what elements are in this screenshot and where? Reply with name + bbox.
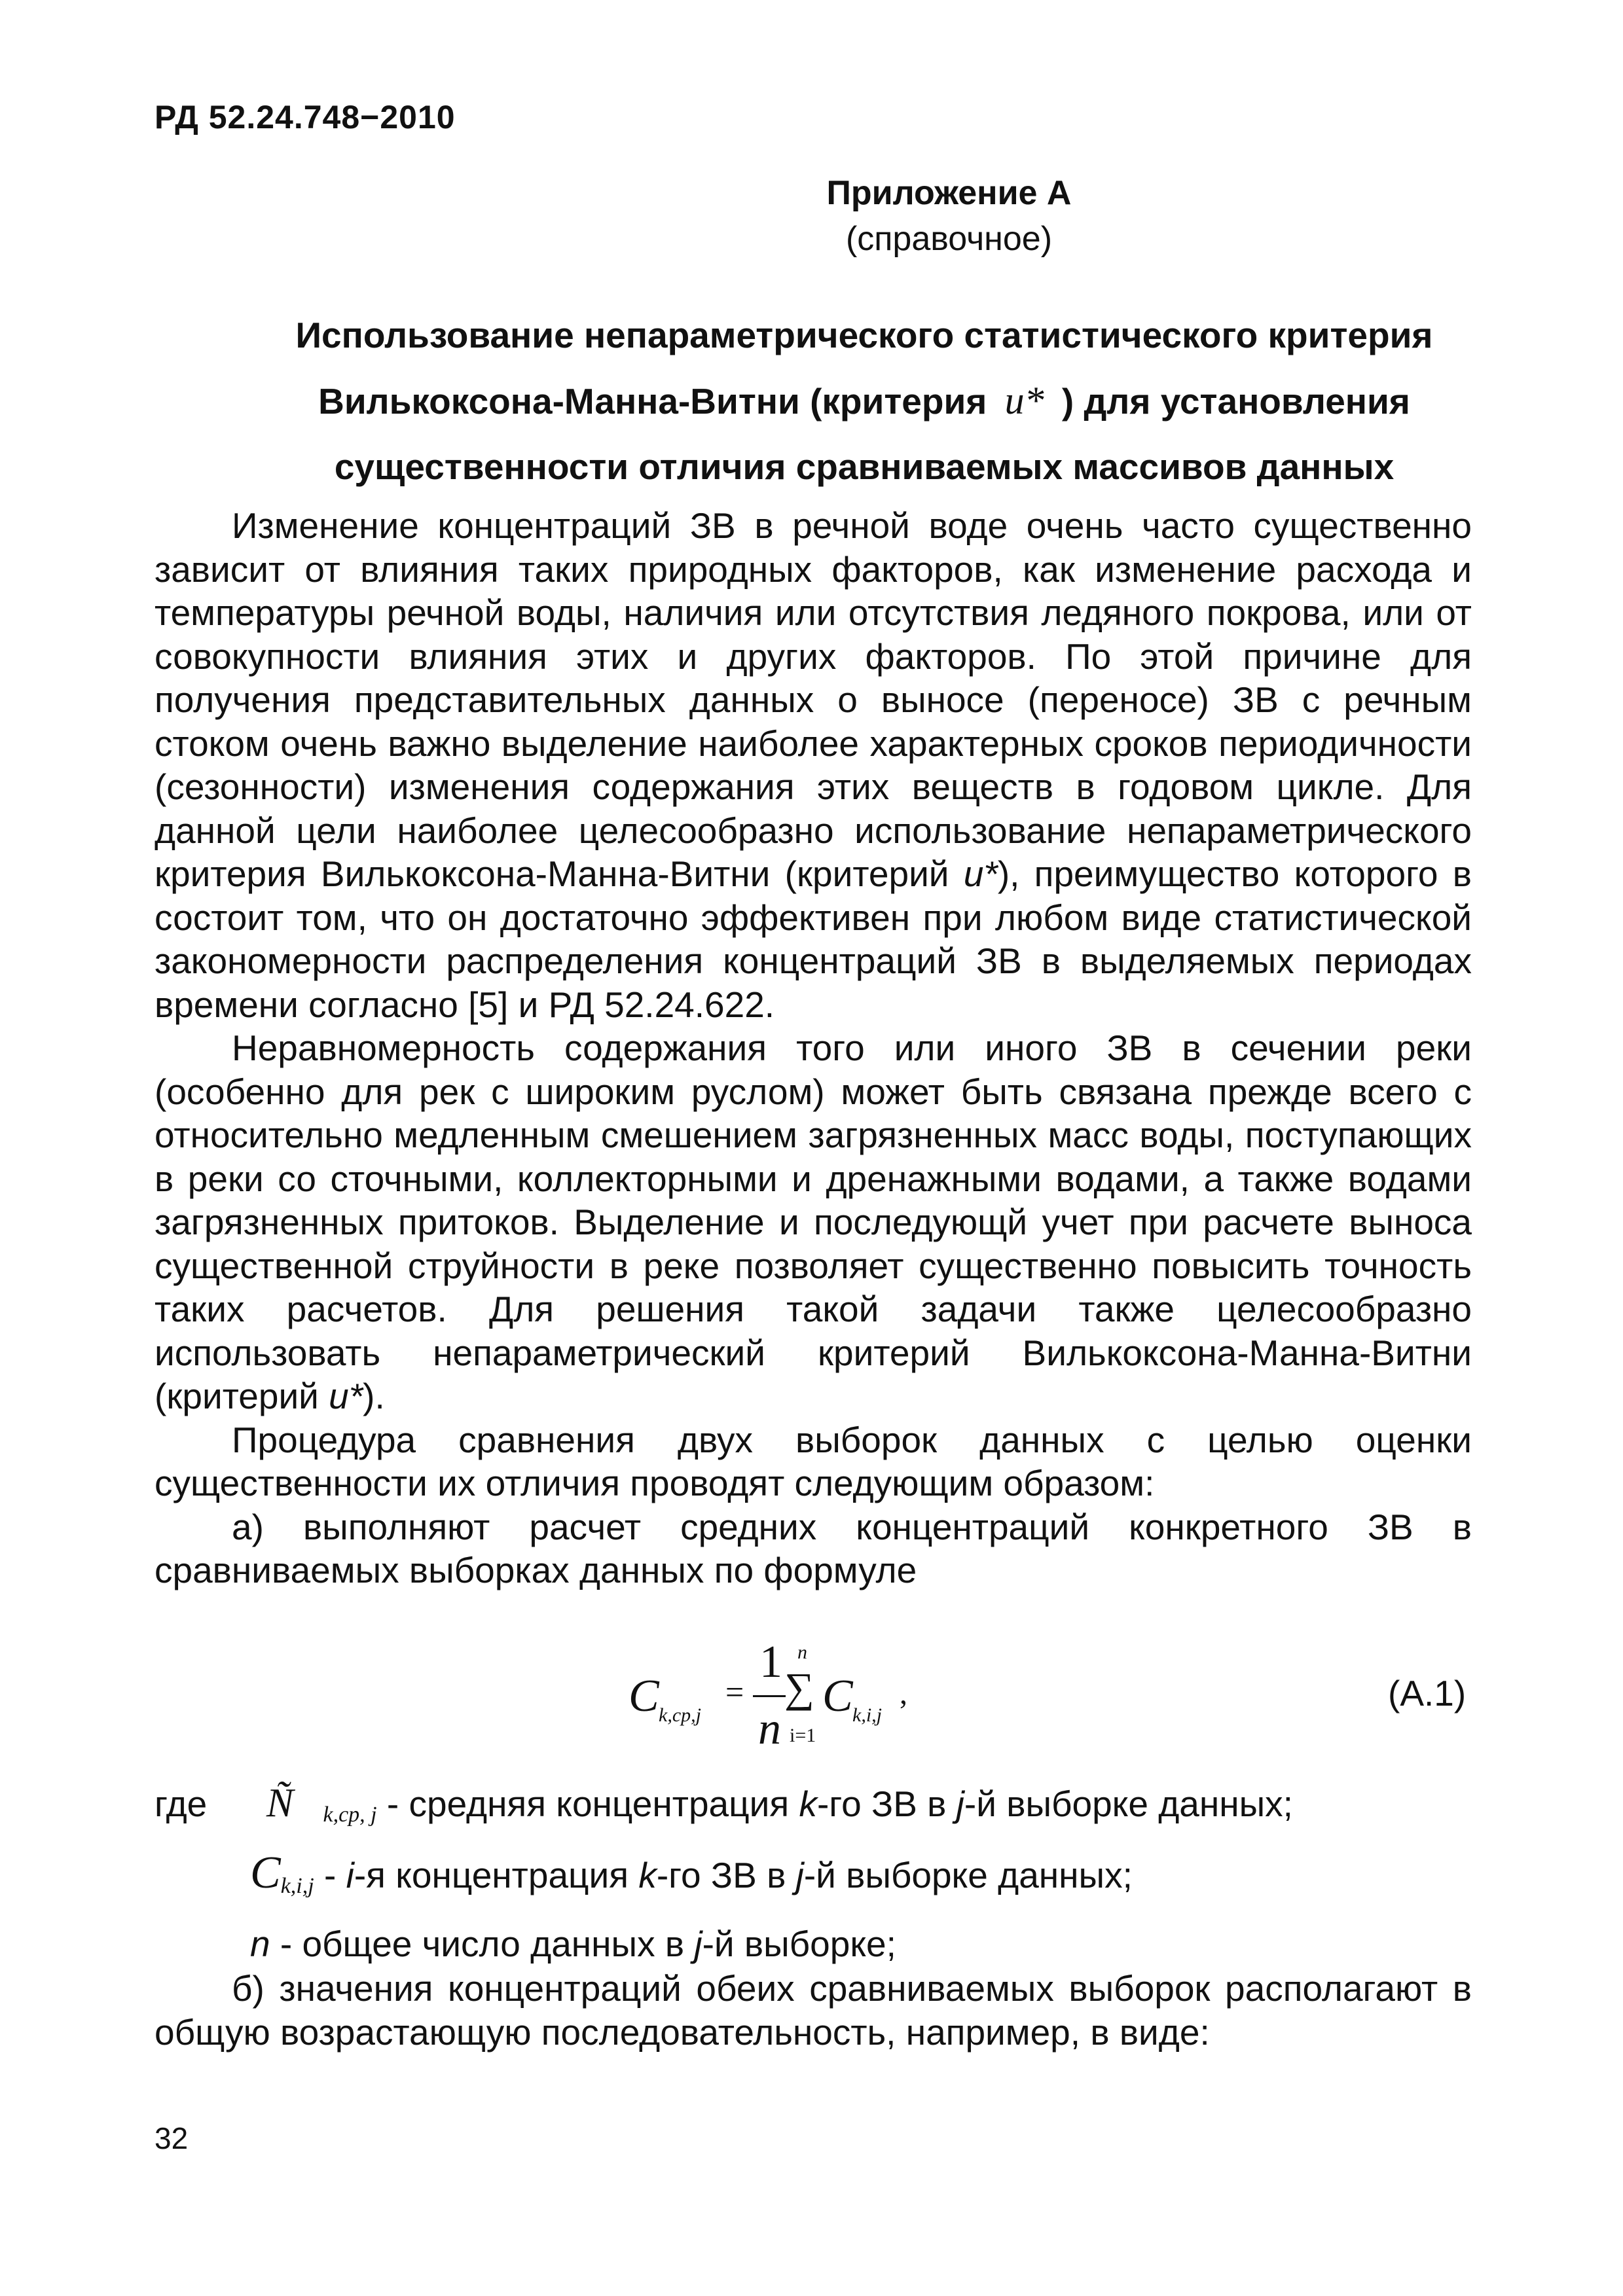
definition-2-i: i [346,1855,354,1895]
paragraph-4: а) выполняют расчет средних концентраций конкретного ЗВ в сравниваемых выборках данных по формуле [155,1506,1472,1590]
body-text [155,504,1472,1592]
definition-3 [250,1923,896,1965]
document-code: РД 52.24.748−2010 [155,99,456,135]
definition-3-j: j [694,1924,702,1964]
formula-rhs-subscript: k,i,j [852,1704,882,1726]
formula-lhs-subscript: k,cp,j [659,1704,701,1726]
section-title-line-2-end: ) для установления [1061,381,1410,422]
formula-fraction-numerator: 1 [759,1637,782,1687]
formula-rhs-symbol: C [822,1671,853,1721]
definition-1-text-a: - средняя концентрация [386,1784,799,1824]
u-star-symbol: u* [329,1376,363,1416]
section-title [196,302,1532,499]
paragraph-2-start: Неравномерность содержания того или иного ЗВ в сечении реки (особенно для рек с широким руслом) может быть связана прежде всего с относительно медленным смешением загрязненных масс воды, поступающих в реки со сточными, коллекторными и дренажными водами, а также водами загрязненных притоков. Выделение и последующй учет при расчете выноса существенной струйности в реке позволяет существенно повысить точность таких расчетов. Для решения такой задачи также целесообразно использовать непараметрический критерий Вилькоксона-Манна-Витни (критерий [155,1028,1472,1416]
definition-1-symbol: Ñ [266,1781,294,1825]
definition-2-symbol: C [250,1848,281,1898]
formula-a1 [629,1636,917,1761]
section-title-line-3: существенности отличия сравниваемых массивов данных [334,446,1395,487]
page-number: 32 [155,2121,189,2155]
formula-fraction-bar [753,1695,786,1697]
section-title-line-1: Использование непараметрического статистического критерия [295,315,1433,355]
u-star-symbol: u* [1004,379,1044,422]
definition-2-text-d: -й выборке данных; [803,1855,1133,1895]
definition-2-k: k [638,1855,657,1895]
formula-sum-upper: n [797,1641,807,1663]
definition-3-text-b: -й выборке; [702,1924,896,1964]
paragraph-2-end: ). [363,1376,385,1416]
definition-2 [250,1847,1133,1899]
definition-1-text-c: -й выборке данных; [964,1784,1293,1824]
where-word: где [155,1784,208,1824]
paragraph-5: б) значения концентраций обеих сравниваемых выборок располагают в общую возрастающую последовательность, например, в виде: [155,1968,1472,2053]
paragraph-3: Процедура сравнения двух выборок данных с целью оценки существенности их отличия проводят следующим образом: [155,1419,1472,1503]
formula-equals: = [725,1674,744,1710]
definition-1-j: j [956,1784,964,1824]
paragraph-1-start: Изменение концентраций ЗВ в речной воде очень часто существенно зависит от влияния таких природных факторов, как изменение расхода и температуры речной воды, наличия или отсутствия ледяного покрова, или от совокупности влияния этих и других факторов. По этой причине для получения представительных данных о выносе (переносе) ЗВ с речным стоком очень важно выделение наиболее характерных сроков периодичности (сезонности) изменения содержания этих веществ в годовом цикле. Для данной цели наиболее целесообразно использование непараметрического критерия Вилькоксона-Манна-Витни (критерий [155,505,1472,894]
definition-1-k: k [799,1784,817,1824]
definition-2-subscript: k,i,j [280,1874,314,1898]
definition-3-text-a: - общее число данных в [270,1924,695,1964]
u-star-symbol: u* [963,853,998,894]
formula-trailing-comma: , [900,1676,907,1711]
definition-1-subscript: k,cp, j [323,1803,377,1827]
definition-2-text-a: - [323,1855,346,1895]
formula-sum-symbol: ∑ [784,1664,814,1711]
paragraph-2 [155,1026,1472,1418]
equation-number: (А.1) [1388,1673,1467,1713]
paragraph-1 [155,504,1472,1026]
formula-fraction-denominator: n [758,1704,781,1754]
appendix-title: Приложение А [826,174,1072,212]
definition-1 [155,1780,1293,1827]
definition-1-text-b: -го ЗВ в [816,1784,957,1824]
definition-2-text-c: -го ЗВ в [656,1855,796,1895]
definition-3-n: n [250,1924,270,1964]
definition-2-text-b: -я концентрация [354,1855,639,1895]
formula-sum-lower: i=1 [790,1725,816,1746]
section-title-line-2-start: Вилькоксона-Манна-Витни (критерия [318,381,987,422]
definition-2-j: j [795,1855,804,1895]
paragraph-1-end: ), преимущество которого в состоит том, что он достаточно эффективен при любом виде статистической закономерности распределения концентраций ЗВ в выделяемых периодах времени согласно [5] и РД 52.24.622. [155,853,1472,1025]
appendix-subtitle: (справочное) [845,220,1053,258]
body-text-end [155,1967,1472,2054]
section-title-line-2 [196,368,1532,434]
formula-lhs-symbol: C [629,1671,659,1721]
